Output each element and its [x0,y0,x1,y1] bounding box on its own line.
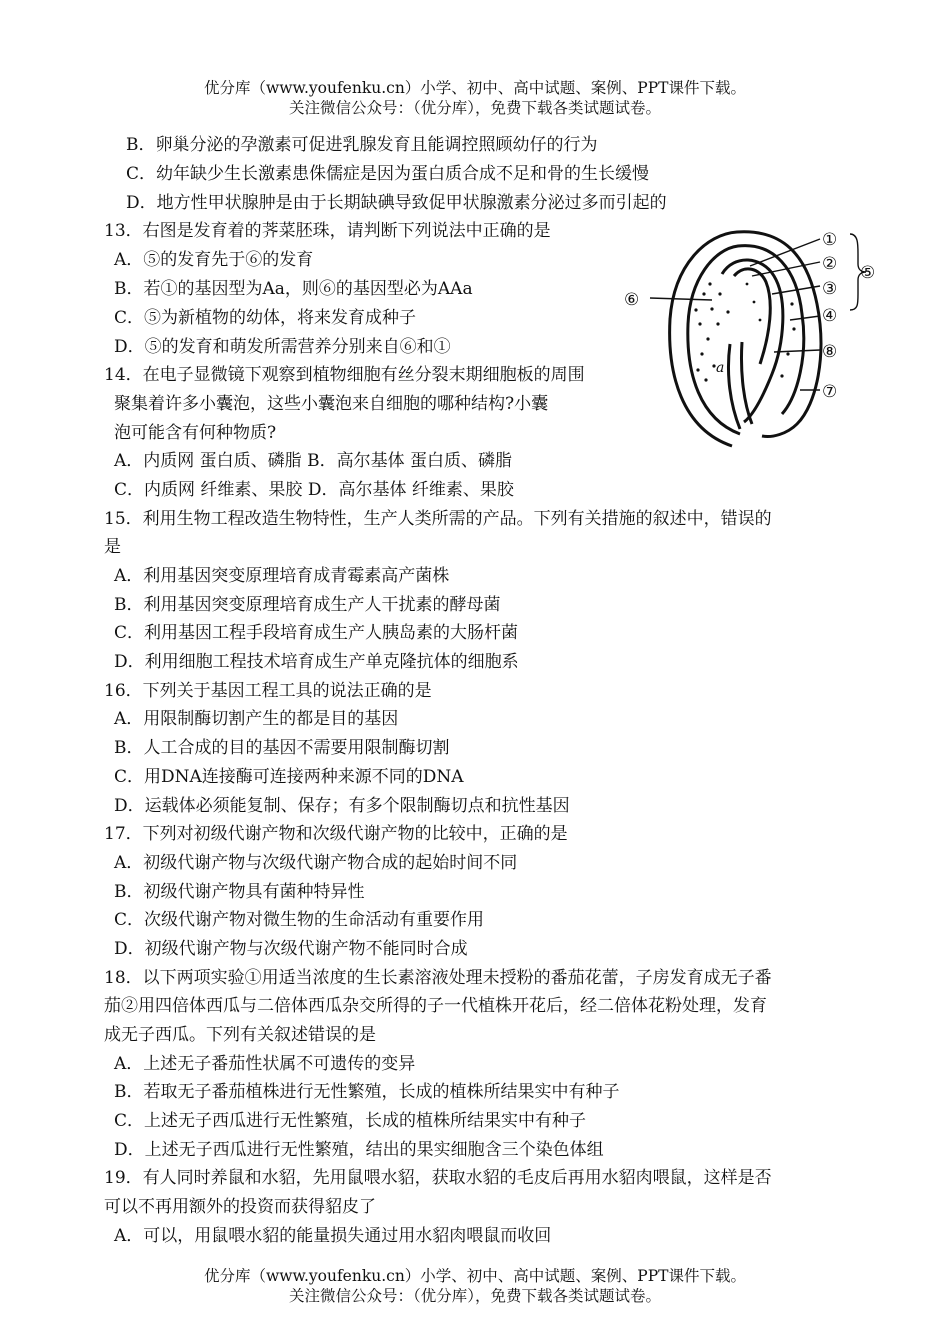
text-line: A．初级代谢产物与次级代谢产物合成的起始时间不同 [114,853,518,873]
question-14: 14．在电子显微镜下观察到植物细胞有丝分裂末期细胞板的周围 [104,365,585,385]
page-footer-line2: 关注微信公众号：（优分库），免费下载各类试题试卷。 [288,1287,661,1305]
text-line: D．利用细胞工程技术培育成生产单克隆抗体的细胞系 [114,652,519,672]
question-16: 16．下列关于基因工程工具的说法正确的是 [104,681,432,701]
page-footer-line1: 优分库（www.youfenku.cn）小学、初中、高中试题、案例、PPT课件下载。 [203,1267,747,1285]
question-19: 19．有人同时养鼠和水貂，先用鼠喂水貂，获取水貂的毛皮后再用水貂肉喂鼠，这样是否 [104,1168,772,1188]
text-line: 茄②用四倍体西瓜与二倍体西瓜杂交所得的子一代植株开花后，经二倍体花粉处理，发育 [104,996,767,1016]
text-line: C．次级代谢产物对微生物的生命活动有重要作用 [114,910,485,930]
question-18: 18．以下两项实验①用适当浓度的生长素溶液处理未授粉的番茄花蕾，子房发育成无子番 [104,968,772,988]
ovule-outer-outline [670,232,821,446]
text-line: C．⑤为新植物的幼体，将来发育成种子 [114,308,417,328]
text-line: C．上述无子西瓜进行无性繁殖，长成的植株所结果实中有种子 [114,1111,587,1131]
text-line: A．利用基因突变原理培育成青霉素高产菌株 [114,566,450,586]
label-a: a [716,360,725,376]
page-header-line2: 关注微信公众号：（优分库），免费下载各类试题试卷。 [288,99,661,117]
text-line: A．内质网 蛋白质、磷脂 B．高尔基体 蛋白质、磷脂 [114,451,512,471]
label-3: ③ [822,279,838,299]
text-line: 可以不再用额外的投资而获得貂皮了 [104,1197,376,1217]
label-1: ① [822,230,838,250]
text-line: B．利用基因突变原理培育成生产人干扰素的酵母菌 [114,595,501,615]
label-7: ⑦ [822,382,838,402]
label-8: ⑧ [822,342,838,362]
text-line: C．幼年缺少生长激素患侏儒症是因为蛋白质合成不足和骨的生长缓慢 [126,164,650,184]
question-15: 15．利用生物工程改造生物特性，生产人类所需的产品。下列有关措施的叙述中，错误的 [104,509,772,529]
label-5: ⑤ [860,263,876,283]
text-line: B．卵巢分泌的孕激素可促进乳腺发育且能调控照顾幼仔的行为 [126,135,598,155]
text-line: A．可以，用鼠喂水貂的能量损失通过用水貂肉喂鼠而收回 [114,1226,552,1246]
text-line: B．初级代谢产物具有菌种特异性 [114,882,365,902]
label-2: ② [822,254,838,274]
text-line: C．内质网 纤维素、果胶 D．高尔基体 纤维素、果胶 [114,480,514,500]
text-line: C．利用基因工程手段培育成生产人胰岛素的大肠杆菌 [114,623,519,643]
text-line: D．初级代谢产物与次级代谢产物不能同时合成 [114,939,468,959]
text-line: B．人工合成的目的基因不需要用限制酶切割 [114,738,450,758]
text-line: A．用限制酶切割产生的都是目的基因 [114,709,399,729]
text-line: D．⑤的发育和萌发所需营养分别来自⑥和① [114,337,451,357]
text-line: A．⑤的发育先于⑥的发育 [114,250,314,270]
text-line: 成无子西瓜。下列有关叙述错误的是 [104,1025,376,1045]
page-header-line1: 优分库（www.youfenku.cn）小学、初中、高中试题、案例、PPT课件下载。 [203,79,747,97]
text-line: 泡可能含有何种物质? [114,423,277,443]
text-line: D．上述无子西瓜进行无性繁殖，结出的果实细胞含三个染色体组 [114,1140,604,1160]
text-line: B．若取无子番茄植株进行无性繁殖，长成的植株所结果实中有种子 [114,1082,620,1102]
ovule-diagram [622,224,882,456]
text-line: D．地方性甲状腺肿是由于长期缺碘导致促甲状腺激素分泌过多而引起的 [126,193,667,213]
text-line: 聚集着许多小囊泡，这些小囊泡来自细胞的哪种结构?小囊 [114,394,549,414]
label-6: ⑥ [624,290,640,310]
question-17: 17．下列对初级代谢产物和次级代谢产物的比较中，正确的是 [104,824,568,844]
text-line: D．运载体必须能复制、保存；有多个限制酶切点和抗性基因 [114,796,570,816]
text-line: B．若①的基因型为Aa，则⑥的基因型必为AAa [114,279,473,299]
text-line: C．用DNA连接酶可连接两种来源不同的DNA [114,767,464,787]
question-13: 13．右图是发育着的荠菜胚珠，请判断下列说法中正确的是 [104,221,551,241]
text-line: A．上述无子番茄性状属不可遗传的变异 [114,1054,416,1074]
text-line: 是 [104,537,121,557]
label-4: ④ [822,306,838,326]
